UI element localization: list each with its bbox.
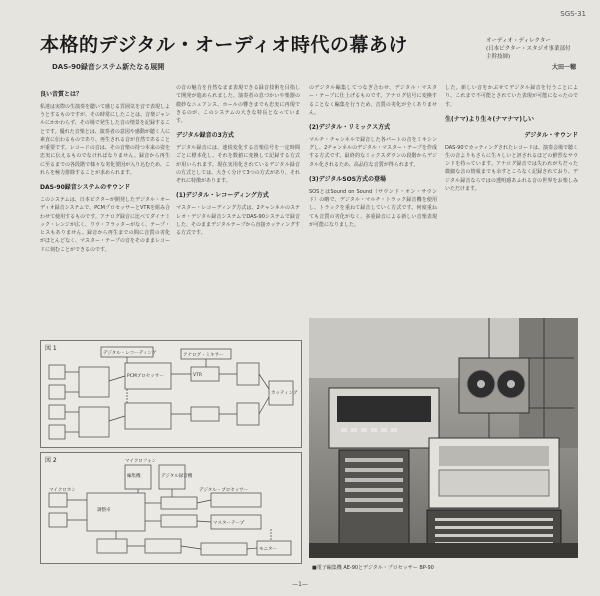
diagram-label: デジタル・レコーディング <box>103 351 157 356</box>
diagram-label: マイクロホン <box>49 488 76 493</box>
section-heading: (1)デジタル・レコーディング方式 <box>176 192 269 200</box>
section-heading: 生(ナマ)より生々(ナマナマ)しい <box>445 115 534 123</box>
section-heading: (3)デジタルSOS方式の登場 <box>309 175 387 183</box>
paragraph: のデジタル編集してつなぎ合わせ、デジタル・マスター・テープに仕上げるものです。アナログ信号に変換することなく編集を行うため、音質の劣化が全くありません。 <box>309 85 437 116</box>
paragraph: マルチ・チャンネルで録音した各パートの音をミキシングし、2チャンネルのデジタル・マスター・テープを作成する方式です。最終的なミックスダウンの段階からデジタル化されるため、高品位な音質が得られます。 <box>309 136 437 168</box>
section-heading: デジタル・サウンド <box>524 131 578 139</box>
paragraph: の音の魅力を自然なまま表現できる録音技術を目指して開発が進められました。演奏者の息づかいや楽器の微妙なニュアンス、ホールの響きまでも忠実に再現できるのが、このシステムの大きな特長となっています。 <box>176 85 300 124</box>
diagram-label: 編集機 <box>127 474 141 479</box>
diagram-label: PCMプロセッサー <box>127 374 164 379</box>
page-subtitle: DAS-90録音システム新たなる展開 <box>52 63 165 71</box>
paragraph: マスター・レコーディング方式は、2チャンネルのステレオ・デジタル録音システムでDAS-90システムで録音した、そのままデジタルテープから直接カッティングする方式です。 <box>176 205 300 237</box>
diagram-label: モニター <box>259 547 277 552</box>
section-heading: 良い音質とは？ <box>40 91 83 98</box>
paragraph: SOSとはSound on Sound（サウンド・オン・サウンド）の略で、デジタル・マルチ・トラック録音機を使用し、トラックを重ねて録音していく方式です。何度重ねても音質の劣化がなく、多重録音による新しい音楽表現が可能になりました。 <box>309 188 437 228</box>
text-column-1 <box>40 84 170 256</box>
page-number: —1— <box>292 581 308 588</box>
diagram-label: マイクロフォン <box>125 459 157 464</box>
diagram-label: カッティング <box>271 391 298 396</box>
figure-label: 図 2 <box>45 457 57 464</box>
author-name: 大田一穂 <box>551 63 576 71</box>
figure-2-block-diagram <box>40 452 302 564</box>
figure-1-diagram <box>41 341 301 447</box>
paragraph: 私達は実際の生演奏を聴いて感じる雰囲気を音で表現しようとするものですが、その時常にしたことは、音楽ジャンルにかかわらず、その場で発生した音の情景を記録することです。優れた音楽とは、演奏者の意図や感動が聴く人に素直に伝わるものであり、再生される音が自然であることが重要です。レコードの音は、その音楽の持つ本来の姿を忠実に伝えるものでなければなりません。録音から再生に至るまでの各段階で様々な劣化要因が入り込むため、これらを極力排除することが求められます。 <box>40 103 171 176</box>
paragraph: DAS-90でカッティングされたレコードは、演奏会場で聴く生の音よりもさらに生々しいと評されるほどの鮮烈なサウンドを持っています。アナログ録音では失われがちだった微細な音の情報までも余すところなく記録されており、デジタル録音ならではの透明感あふれる音の世界をお楽しみいただけます。 <box>445 144 578 192</box>
diagram-label: デジタル・プロセッサー <box>199 488 249 493</box>
figure-2-diagram <box>41 453 301 563</box>
diagram-label: アナログ・ミキサー <box>183 353 224 358</box>
page-title: 本格的デジタル・オーディオ時代の幕あけ <box>40 34 408 56</box>
figure-1-block-diagram <box>40 340 302 448</box>
author-block <box>486 38 576 73</box>
section-heading: デジタル録音の3方式 <box>176 132 234 140</box>
diagram-label: 調整卓 <box>97 508 111 513</box>
text-column-2 <box>176 84 300 239</box>
section-heading: (2)デジタル・リミックス方式 <box>309 124 391 131</box>
paragraph: このシステムは、日本ビクターが開発したデジタル・オーディオ録音システムで、PCMプロセッサーとVTRを組み合わせて使用するものです。アナログ録音に比べてダイナミック・レンジが広く、ワウ・フラッターがなく、テープ・ヒスもありません。録音から再生までの間に音質の劣化がほとんどなく、マスター・テープの音をそのままレコードに刻むことができるのです。 <box>40 197 170 253</box>
diagram-label: マスターテープ <box>213 521 245 526</box>
equipment-illustration <box>309 318 578 558</box>
paragraph: デジタル録音には、連続変化する音楽信号を一定時間ごとに標本化し、それを数値に変換して記録する方式が用いられます。現在実用化されているデジタル録音の方式としては、大きく分けて3つの方式があり、それぞれに特徴があります。 <box>176 145 300 185</box>
author-affiliation: (日本ビクター・スタジオ事業部付主幹技師) <box>486 45 571 60</box>
equipment-photo <box>309 318 578 558</box>
author-role: オーディオ・ディレクター <box>486 38 551 44</box>
section-heading: DAS-90録音システムのサウンド <box>40 184 131 192</box>
figure-label: 図 1 <box>45 345 57 352</box>
photo-caption: ■電子編集機 AE-90とデジタル・プロセッサー BP-90 <box>312 565 434 571</box>
diagram-label: デジタル録音機 <box>161 474 193 479</box>
text-column-4 <box>445 84 578 195</box>
paragraph: した。新しい音をかぶせてデジタル録音を行うことにより、これまで不可能とされていた表現が可能になったのです。 <box>445 85 578 108</box>
text-column-3 <box>309 84 437 231</box>
catalog-number: SGS-31 <box>560 10 586 18</box>
diagram-label: VTR <box>193 373 202 378</box>
